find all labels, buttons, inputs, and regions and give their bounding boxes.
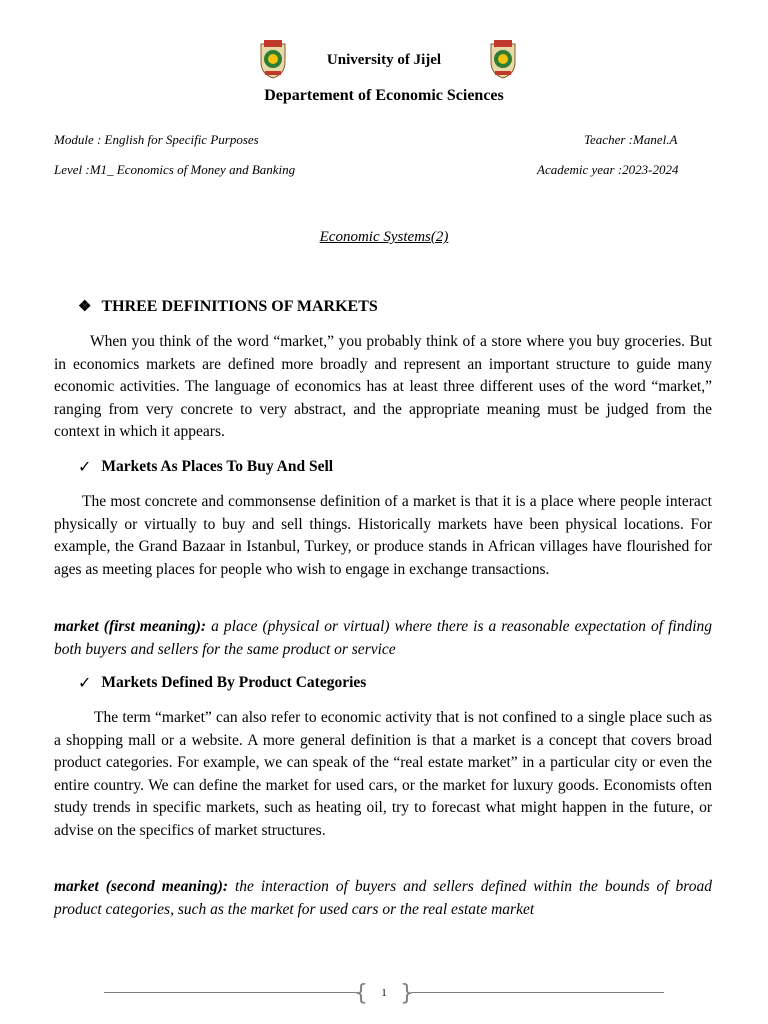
footer-rule-left (104, 992, 358, 993)
document-title: Economic Systems(2) (319, 229, 449, 245)
university-name: University of Jijel (326, 52, 442, 68)
level-label: Level :M1_ Economics of Money and Banking (54, 162, 296, 177)
checkmark-icon: ✓ (78, 673, 92, 692)
left-brace-icon: { (354, 980, 368, 1006)
subsection-paragraph-2: The term “market” can also refer to economic activity that is not confined to a single place such as a shopping mall or a website. A more general definition is that a market is a concept that covers broad product categories. For example, we can speak of the “real estate market” in a particular city or even the entire country. We can define the market for used cars, or the market for luxury goods. Economists often study trends in specific markets, such as heating oil, try to forecast what might happen in the future, or advise on the specifics of market structures. (54, 709, 712, 839)
section-heading (78, 297, 378, 316)
diamond-bullet-icon: ❖ (78, 299, 92, 315)
footer-rule-right (411, 992, 664, 993)
academic-year-label: Academic year :2023-2024 (537, 162, 679, 177)
page-number: 1 (381, 987, 387, 999)
right-brace-icon: } (400, 980, 414, 1006)
definition-term: market (second meaning): (54, 878, 229, 895)
checkmark-icon: ✓ (78, 457, 92, 476)
definition-term: market (first meaning): (54, 618, 207, 635)
page-number-block (354, 980, 414, 1006)
module-label: Module : English for Specific Purposes (54, 132, 259, 147)
subsection-heading-text: Markets Defined By Product Categories (101, 673, 367, 691)
subsection-heading-text: Markets As Places To Buy And Sell (101, 457, 334, 475)
subsection-heading-2 (78, 673, 366, 692)
definition-1 (54, 616, 712, 661)
subsection-paragraph-1: The most concrete and commonsense definition of a market is that it is a place where people interact physically or virtually to buy and sell things. Historically markets have been physical locations. For example, the Grand Bazaar in Istanbul, Turkey, or produce stands in African villages have flourished for ages as meeting places for people who wish to engage in exchange transactions. (54, 493, 712, 578)
intro-paragraph: When you think of the word “market,” you probably think of a store where you buy groceries. But in economics markets are defined more broadly and represent an important structure to guide many economic activities. The language of economics has at least three different uses of the word “market,” ranging from very concrete to very abstract, and the appropriate meaning must be judged from the context in which it appears. (54, 333, 712, 441)
definition-2 (54, 876, 712, 921)
definition-text: the interaction of buyers and sellers defined within the bounds of broad product categories, such as the market for used cars or the real estate market (54, 878, 713, 918)
section-heading-text: THREE DEFINITIONS OF MARKETS (101, 297, 378, 315)
teacher-label: Teacher :Manel.A (584, 132, 678, 147)
department-name: Departement of Economic Sciences (264, 87, 504, 104)
definition-text: a place (physical or virtual) where there is a reasonable expectation of finding both buyers and sellers for the same product or service (54, 618, 713, 658)
subsection-heading-1 (78, 457, 333, 476)
